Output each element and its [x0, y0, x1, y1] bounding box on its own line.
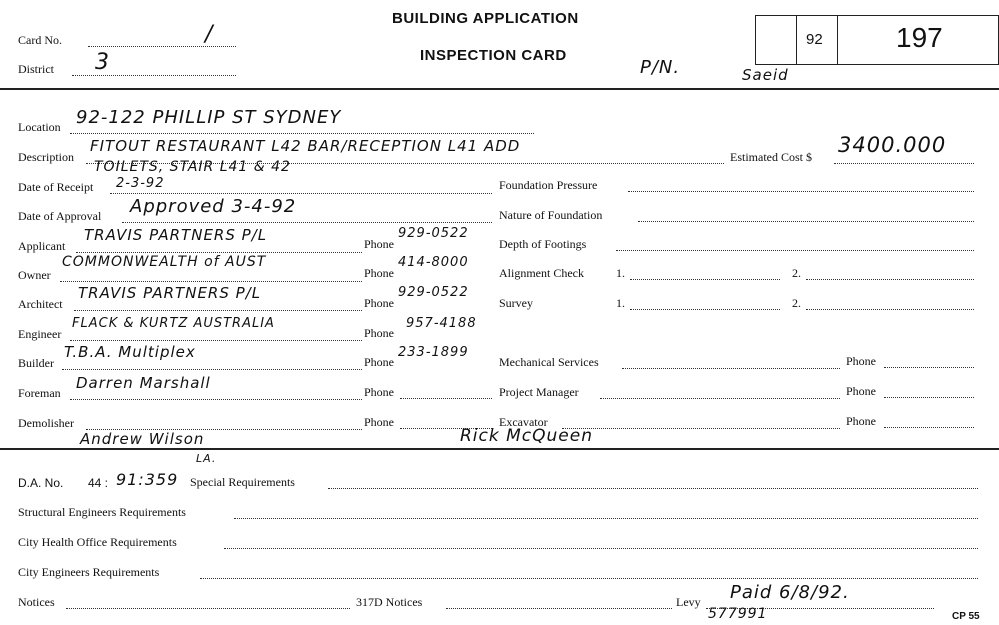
- builder-value: T.B.A. Multiplex: [64, 343, 196, 361]
- applicant-phone-value: 929-0522: [398, 226, 469, 241]
- foreman-label: Foreman: [18, 386, 61, 400]
- applicant-label: Applicant: [18, 239, 66, 253]
- estimated-cost-label: Estimated Cost $: [730, 150, 812, 164]
- architect-value: TRAVIS PARTNERS P/L: [78, 284, 262, 302]
- box-small-value: 92: [806, 31, 823, 48]
- location-value: 92-122 PHILLIP ST SYDNEY: [76, 107, 342, 128]
- alignment-2-label: 2.: [792, 266, 801, 280]
- foreman-phone-label: Phone: [364, 385, 394, 399]
- excavator-label: Excavator: [499, 415, 548, 429]
- builder-phone-value: 233-1899: [398, 345, 469, 360]
- architect-label: Architect: [18, 297, 63, 311]
- pin-note: P/N.: [640, 57, 681, 78]
- notices-label: Notices: [18, 595, 55, 609]
- builder-phone-label: Phone: [364, 355, 394, 369]
- builder-label: Builder: [18, 356, 54, 370]
- form-title-line2: INSPECTION CARD: [420, 47, 567, 64]
- city-engineers-label: City Engineers Requirements: [18, 565, 160, 579]
- date-approval-value: Approved 3-4-92: [130, 196, 297, 217]
- description-label: Description: [18, 150, 74, 164]
- header-box-large: [837, 15, 999, 65]
- said-note: Saeid: [742, 66, 789, 84]
- notices-317d-label: 317D Notices: [356, 595, 423, 609]
- levy-label: Levy: [676, 595, 701, 609]
- alignment-1-label: 1.: [616, 266, 625, 280]
- description-value-line1: FITOUT RESTAURANT L42 BAR/RECEPTION L41 ADD: [90, 137, 521, 155]
- owner-phone-value: 414-8000: [398, 255, 469, 270]
- demolisher-label: Demolisher: [18, 416, 74, 430]
- district-value: 3: [95, 50, 110, 75]
- nature-foundation-label: Nature of Foundation: [499, 208, 603, 222]
- depth-footings-label: Depth of Footings: [499, 237, 587, 251]
- card-no-value: /: [205, 22, 214, 47]
- estimated-cost-value: 3400.000: [838, 133, 947, 157]
- signature-right: Rick McQueen: [460, 426, 593, 446]
- owner-value: COMMONWEALTH of AUST: [62, 254, 267, 270]
- da-label: D.A. No.: [18, 476, 64, 490]
- applicant-value: TRAVIS PARTNERS P/L: [84, 226, 268, 244]
- health-label: City Health Office Requirements: [18, 535, 177, 549]
- divider-top: [0, 88, 999, 90]
- divider-bottom: [0, 448, 999, 450]
- date-receipt-label: Date of Receipt: [18, 180, 94, 194]
- card-no-label: Card No.: [18, 33, 62, 47]
- la-note: LA.: [196, 452, 217, 465]
- form-code: CP 55: [952, 611, 980, 622]
- survey-label: Survey: [499, 296, 533, 310]
- da-value-prefix: 44 :: [88, 476, 109, 490]
- da-value-handwritten: 91:359: [116, 470, 179, 489]
- survey-2-label: 2.: [792, 296, 801, 310]
- demolisher-phone-label: Phone: [364, 415, 394, 429]
- owner-label: Owner: [18, 268, 51, 282]
- special-requirements-label: Special Requirements: [190, 475, 295, 489]
- header-box-blank: [755, 15, 797, 65]
- description-value-line2: TOILETS, STAIR L41 & 42: [94, 159, 291, 175]
- header-box-small: [796, 15, 838, 65]
- levy-number: 577991: [708, 606, 768, 622]
- structural-label: Structural Engineers Requirements: [18, 505, 186, 519]
- mechanical-label: Mechanical Services: [499, 355, 599, 369]
- engineer-value: FLACK & KURTZ AUSTRALIA: [72, 316, 275, 331]
- foundation-pressure-label: Foundation Pressure: [499, 178, 598, 192]
- form-title-line1: BUILDING APPLICATION: [392, 10, 579, 27]
- excavator-phone-label: Phone: [846, 414, 876, 428]
- date-approval-label: Date of Approval: [18, 209, 102, 223]
- district-label: District: [18, 62, 54, 76]
- engineer-label: Engineer: [18, 327, 62, 341]
- architect-phone-label: Phone: [364, 296, 394, 310]
- engineer-phone-label: Phone: [364, 326, 394, 340]
- owner-phone-label: Phone: [364, 266, 394, 280]
- levy-value: Paid 6/8/92.: [730, 582, 850, 603]
- alignment-check-label: Alignment Check: [499, 266, 584, 280]
- engineer-phone-value: 957-4188: [406, 316, 477, 331]
- signature-left: Andrew Wilson: [80, 430, 205, 448]
- date-receipt-value: 2-3-92: [116, 176, 165, 191]
- box-large-value: 197: [896, 22, 943, 53]
- foreman-value: Darren Marshall: [76, 374, 211, 392]
- mechanical-phone-label: Phone: [846, 354, 876, 368]
- project-manager-phone-label: Phone: [846, 384, 876, 398]
- architect-phone-value: 929-0522: [398, 285, 469, 300]
- location-label: Location: [18, 120, 61, 134]
- project-manager-label: Project Manager: [499, 385, 579, 399]
- applicant-phone-label: Phone: [364, 237, 394, 251]
- survey-1-label: 1.: [616, 296, 625, 310]
